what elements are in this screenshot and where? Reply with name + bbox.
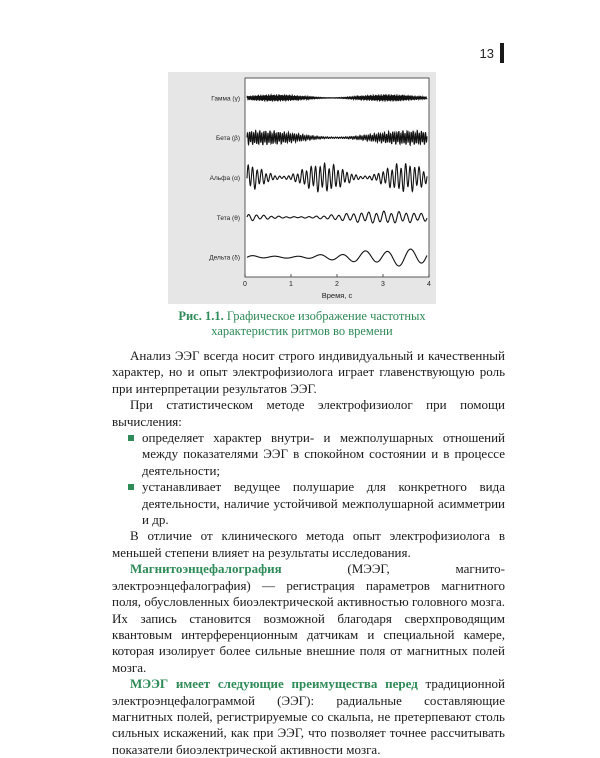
paragraph-clinical-method: В отличие от клинического метода опыт электрофизиолога в меньшей степени влияет на результаты исследования.: [112, 528, 505, 560]
eeg-rhythms-plot: [168, 72, 436, 304]
paragraph-eeg-analysis: Анализ ЭЭГ всегда носит строго индивидуальный и качественный характер, но и опыт электрофизиолога играет главенствующую роль при интерпретации результатов ЭЭГ.: [112, 348, 505, 396]
x-tick-label: 0: [243, 281, 247, 288]
x-tick-label: 2: [335, 281, 339, 288]
x-tick-label: 3: [381, 281, 385, 288]
paragraph-meg: [112, 561, 505, 676]
rhythm-label: Бета (β): [215, 135, 240, 143]
body-text: [112, 348, 505, 758]
paragraph-meg-text: (МЭЭГ, магнито-электроэнцефалография) — регистрация параметров магнитного поля, обусловленных биоэлектрической активностью головного мозга. Их запись становится возможной благодаря сверхпроводящим квантовым интерференционным датчикам и специальной камере, которая изолирует более сильные внешние поля от магнитных полей мозга.: [112, 561, 505, 675]
paragraph-statistical-method: При статистическом методе электрофизиолог при помощи вычисления:: [112, 397, 505, 429]
paragraph-meg-advantages-text: традиционной электроэнцефалограммой (ЭЭГ): радиальные составляющие магнитных полей, регистрируемые со скальпа, не претерпевают столь сильных искажений, как при ЭЭГ, что позволяет точнее рассчитывать показатели биоэлектрической активности мозга.: [112, 676, 505, 757]
bullet-square-icon: [128, 484, 134, 490]
term-meg: Магнитоэнцефалография: [130, 561, 282, 577]
list-item-text: устанавливает ведущее полушарие для конкретного вида деятельности, наличие устойчивой межполушарной асимметрии и др.: [142, 479, 505, 528]
list-item-text: определяет характер внутри- и межполушарных отношений между показателями ЭЭГ в спокойном состоянии и в процессе деятельности;: [142, 430, 505, 478]
x-tick-label: 4: [427, 281, 431, 288]
bullet-square-icon: [128, 435, 134, 441]
figure-caption-text: Графическое изображение частотных характеристик ритмов во времени: [211, 309, 426, 338]
x-tick-label: 1: [289, 281, 293, 288]
figure-caption-label: Рис. 1.1.: [178, 309, 224, 323]
rhythm-label: Гамма (γ): [211, 95, 240, 103]
figure-caption: [150, 309, 454, 339]
page-number: 13: [479, 46, 494, 61]
rhythm-label: Альфа (α): [209, 175, 240, 182]
list-item: [112, 479, 505, 528]
eeg-rhythms-figure: [168, 72, 436, 304]
bullet-list: [112, 430, 505, 528]
paragraph-meg-advantages: [112, 676, 505, 758]
rhythm-label: Тета (θ): [216, 214, 240, 222]
page-number-bar: [500, 43, 504, 63]
term-meg-advantages: МЭЭГ имеет следующие преимущества перед: [130, 676, 418, 692]
x-axis-label: Время, с: [321, 291, 353, 300]
list-item: [112, 430, 505, 479]
rhythm-label: Дельта (δ): [209, 254, 240, 262]
